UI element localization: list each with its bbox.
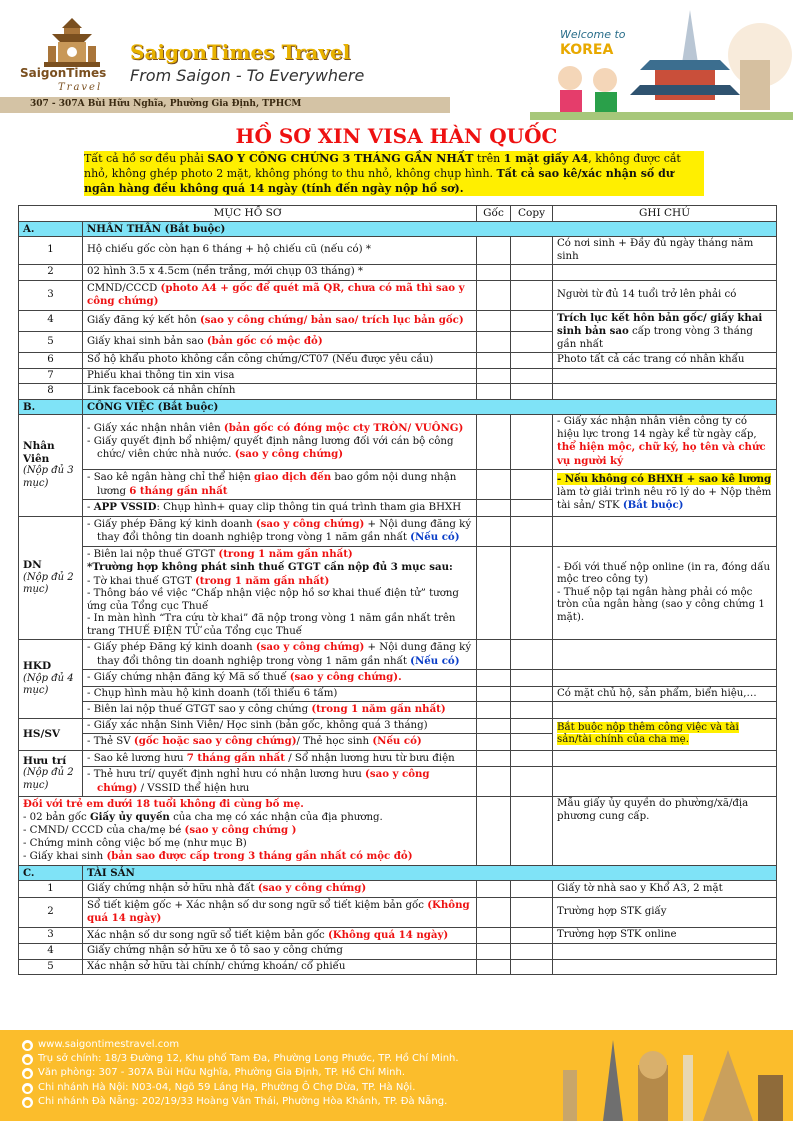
table-row — [19, 368, 777, 384]
table-cell: 4 — [19, 310, 83, 331]
table-row — [19, 959, 777, 975]
table-cell: B. — [19, 399, 83, 415]
table-row — [19, 353, 777, 369]
section-c-header — [19, 865, 777, 881]
table-cell: CMND/CCCD (photo A4 + gốc để quét mã QR, chưa có mã thì sao y công chứng) — [83, 280, 477, 310]
footer-hanoi: ● Chi nhánh Hà Nội: N03-04, Ngõ 59 Láng Hạ, Phường Ô Chợ Dừa, TP. Hà Nội. — [24, 1081, 416, 1093]
table-cell: Trường hợp STK online — [553, 927, 777, 944]
table-cell — [553, 944, 777, 960]
table-row — [19, 280, 777, 310]
col-header-note: GHI CHÚ — [553, 206, 777, 222]
group-huu-tri-row2 — [19, 767, 777, 797]
table-cell: 2 — [19, 265, 83, 281]
table-cell: 8 — [19, 384, 83, 400]
table-cell — [511, 670, 553, 687]
table-cell: Link facebook cá nhân chính — [83, 384, 477, 400]
table-cell — [477, 516, 511, 546]
table-cell — [511, 470, 553, 500]
table-cell: 02 hình 3.5 x 4.5cm (nền trắng, mới chụp 03 tháng) * — [83, 265, 477, 281]
location-icon: ● — [22, 1097, 33, 1108]
table-cell: Giấy tờ nhà sao y Khổ A3, 2 mặt — [553, 881, 777, 898]
table-cell: Có nơi sinh + Đầy đủ ngày tháng năm sinh — [553, 237, 777, 265]
table-cell: 3 — [19, 927, 83, 944]
table-cell — [477, 265, 511, 281]
table-cell — [511, 927, 553, 944]
table-cell — [511, 734, 553, 751]
table-cell: Xác nhận sở hữu tài chính/ chứng khoán/ cổ phiếu — [83, 959, 477, 975]
table-cell — [553, 702, 777, 719]
table-cell — [511, 640, 553, 670]
table-cell — [511, 384, 553, 400]
page-header — [0, 0, 793, 120]
table-cell: Xác nhận số dư song ngữ sổ tiết kiệm bản gốc (Không quá 14 ngày) — [83, 927, 477, 944]
table-cell — [553, 670, 777, 687]
page-footer — [0, 1030, 793, 1121]
table-cell: Giấy khai sinh bản sao (bản gốc có mộc đỏ) — [83, 331, 477, 352]
group-hkd-row1 — [19, 640, 777, 670]
table-cell — [477, 797, 511, 866]
table-cell: 1 — [19, 881, 83, 898]
table-cell: 5 — [19, 331, 83, 352]
table-cell — [477, 384, 511, 400]
footer-danang: ● Chi nhánh Đà Nẵng: 202/19/33 Hoàng Văn Thái, Phường Hòa Khánh, TP. Đà Nẵng. — [24, 1095, 448, 1107]
table-cell: - Giấy xác nhận nhân viên (bản gốc có đóng mộc cty TRÒN/ VUÔNG) - Giấy quyết định bổ nhiệm/ quyết định nâng lương đối với cán bộ công chức/ viên chức nhà nước. (sao y công chứng) — [83, 415, 477, 470]
table-cell — [553, 516, 777, 546]
table-row — [19, 310, 777, 331]
table-cell — [477, 734, 511, 751]
table-cell — [477, 353, 511, 369]
banner-welcome: Welcome to — [560, 28, 626, 41]
table-cell: - Giấy phép Đăng ký kinh doanh (sao y công chứng) + Nội dung đăng ký thay đổi thông tin doanh nghiệp trong vòng 1 năm gần nhất (Nếu có) — [83, 516, 477, 546]
table-cell: Hộ chiếu gốc còn hạn 6 tháng + hộ chiếu cũ (nếu có) * — [83, 237, 477, 265]
table-cell — [477, 415, 511, 470]
table-cell — [477, 702, 511, 719]
table-cell — [477, 881, 511, 898]
table-cell: - Chụp hình màu hộ kinh doanh (tối thiểu 6 tấm) — [83, 686, 477, 702]
table-cell: TÀI SẢN — [83, 865, 777, 881]
table-cell — [553, 767, 777, 797]
table-cell: DN (Nộp đủ 2 mục) — [19, 516, 83, 640]
table-cell — [477, 750, 511, 767]
table-cell: 4 — [19, 944, 83, 960]
table-cell: Hưu trí (Nộp đủ 2 mục) — [19, 750, 83, 797]
col-header-orig: Gốc — [477, 206, 511, 222]
location-icon: ● — [22, 1068, 33, 1079]
table-cell: - APP VSSID: Chụp hình+ quay clip thông tin quá trình tham gia BHXH — [83, 500, 477, 517]
table-row — [19, 944, 777, 960]
table-cell: 1 — [19, 237, 83, 265]
table-header-row — [19, 206, 777, 222]
section-a-header — [19, 221, 777, 237]
table-cell: Trường hợp STK giấy — [553, 897, 777, 927]
logo-name: SaigonTimes — [20, 66, 107, 80]
table-cell — [553, 640, 777, 670]
table-cell: Mẫu giấy ủy quyền do phường/xã/địa phương cung cấp. — [553, 797, 777, 866]
group-huu-tri-row1 — [19, 750, 777, 767]
footer-office: ● Văn phòng: 307 - 307A Bùi Hữu Nghĩa, Phường Gia Định, TP. Hồ Chí Minh. — [24, 1067, 406, 1079]
table-cell — [477, 767, 511, 797]
table-cell — [477, 959, 511, 975]
table-cell — [477, 927, 511, 944]
logo-subtitle: Travel — [58, 82, 103, 93]
table-cell — [553, 265, 777, 281]
group-dn-row1 — [19, 516, 777, 546]
table-cell — [477, 368, 511, 384]
table-cell — [553, 384, 777, 400]
table-cell: - Biên lai nộp thuế GTGT (trong 1 năm gần nhất) *Trường hợp không phát sinh thuế GTGT cần nộp đủ 3 mục sau: - Tờ khai thuế GTGT (trong 1 năm gần nhất) - Thông báo về việc “Chấp nhận việc nộp hồ sơ khai thuế điện tử” tương ứng của Tổng cục Thuế - In màn hình “Tra cứu tờ khai” đã nộp trong vòng 1 năm gần nhất trên trang THUẾ ĐIỆN TỬ của Tổng cục Thuế — [83, 546, 477, 640]
table-cell: - Giấy phép Đăng ký kinh doanh (sao y công chứng) + Nội dung đăng ký thay đổi thông tin doanh nghiệp trong vòng 1 năm gần nhất (Nếu có) — [83, 640, 477, 670]
table-cell: - Giấy chứng nhận đăng ký Mã số thuế (sao y công chứng). — [83, 670, 477, 687]
col-header-copy: Copy — [511, 206, 553, 222]
table-cell: - Nếu không có BHXH + sao kê lương làm tờ giải trình nêu rõ lý do + Nộp thêm tài sản/ STK (Bắt buộc) — [553, 470, 777, 517]
group-hkd-row4 — [19, 702, 777, 719]
table-cell: CÔNG VIỆC (Bắt buộc) — [83, 399, 777, 415]
table-cell: A. — [19, 221, 83, 237]
table-cell — [553, 959, 777, 975]
table-cell: 3 — [19, 280, 83, 310]
table-cell — [511, 353, 553, 369]
korea-banner-illustration — [530, 0, 793, 120]
table-cell — [511, 797, 553, 866]
table-cell: Người từ đủ 14 tuổi trở lên phải có — [553, 280, 777, 310]
group-nhan-vien-row1 — [19, 415, 777, 470]
intro-paragraph: Tất cả hồ sơ đều phải SAO Y CÔNG CHỨNG 3 THÁNG GẦN NHẤT trên 1 mặt giấy A4, không được cắt nhỏ, không ghép photo 2 mặt, không phóng to thu nhỏ, không chụp hình. Tất cả sao kê/xác nhận số dư ngân hàng đều không quá 14 ngày (tính đến ngày nộp hồ sơ). — [84, 151, 704, 196]
brand-slogan: From Saigon - To Everywhere — [130, 66, 365, 85]
table-cell: Sổ hộ khẩu photo không cần công chứng/CT07 (Nếu được yêu cầu) — [83, 353, 477, 369]
group-tre-em-row — [19, 797, 777, 866]
footer-website[interactable]: ● www.saigontimestravel.com — [24, 1039, 180, 1050]
banner-country: KOREA — [560, 42, 614, 58]
table-cell: - Đối với thuế nộp online (in ra, đóng dấu mộc treo công ty) - Thuế nộp tại ngân hàng phải có mộc tròn của ngân hàng (sao y công chứng 1 mặt). — [553, 546, 777, 640]
table-cell — [477, 897, 511, 927]
table-cell: Đối với trẻ em dưới 18 tuổi không đi cùng bố mẹ. - 02 bản gốc Giấy ủy quyền của cha mẹ có xác nhận của địa phương. - CMND/ CCCD của cha/mẹ bé (sao y công chứng ) - Chứng minh công việc bố mẹ (như mục B) - Giấy khai sinh (bản sao được cấp trong 3 tháng gần nhất có mộc đỏ) — [19, 797, 477, 866]
table-cell — [511, 750, 553, 767]
location-icon: ● — [22, 1054, 33, 1065]
table-row — [19, 897, 777, 927]
table-cell — [511, 368, 553, 384]
table-cell — [477, 280, 511, 310]
table-cell: HS/SV — [19, 718, 83, 750]
table-cell — [477, 718, 511, 734]
table-cell: 2 — [19, 897, 83, 927]
table-cell — [477, 944, 511, 960]
table-cell — [511, 415, 553, 470]
table-cell — [511, 897, 553, 927]
table-cell: 6 — [19, 353, 83, 369]
table-cell — [477, 640, 511, 670]
table-cell: Giấy chứng nhận sở hữu nhà đất (sao y công chứng) — [83, 881, 477, 898]
table-cell: - Thẻ SV (gốc hoặc sao y công chứng)/ Thẻ học sinh (Nếu có) — [83, 734, 477, 751]
table-cell — [477, 670, 511, 687]
col-header-item: MỤC HỒ SƠ — [19, 206, 477, 222]
table-cell — [477, 310, 511, 331]
table-row — [19, 927, 777, 944]
table-row — [19, 384, 777, 400]
table-cell: - Giấy xác nhận Sinh Viên/ Học sinh (bản gốc, không quá 3 tháng) — [83, 718, 477, 734]
table-cell — [511, 280, 553, 310]
table-cell: HKD (Nộp đủ 4 mục) — [19, 640, 83, 719]
table-cell: Bắt buộc nộp thêm công việc và tài sản/tài chính của cha mẹ. — [553, 718, 777, 750]
table-row — [19, 265, 777, 281]
brand-name: SaigonTimes Travel — [130, 40, 351, 64]
requirements-table — [18, 205, 777, 975]
table-row — [19, 237, 777, 265]
table-cell: Có mặt chủ hộ, sản phẩm, biển hiệu,… — [553, 686, 777, 702]
header-address: 307 - 307A Bùi Hữu Nghĩa, Phường Gia Định, TPHCM — [0, 97, 450, 113]
table-cell — [511, 686, 553, 702]
table-cell — [477, 470, 511, 500]
table-cell — [477, 331, 511, 352]
group-hssv-row1 — [19, 718, 777, 734]
group-hkd-row3 — [19, 686, 777, 702]
group-dn-row2 — [19, 546, 777, 640]
table-cell — [553, 368, 777, 384]
table-cell — [511, 310, 553, 331]
table-cell — [511, 500, 553, 517]
group-hkd-row2 — [19, 670, 777, 687]
globe-icon: ● — [22, 1040, 33, 1051]
table-cell — [477, 237, 511, 265]
table-cell — [511, 265, 553, 281]
table-cell — [511, 546, 553, 640]
table-cell — [511, 944, 553, 960]
table-cell: C. — [19, 865, 83, 881]
table-cell: NHÂN THÂN (Bắt buộc) — [83, 221, 777, 237]
landmarks-illustration — [543, 1030, 793, 1121]
table-cell: Photo tất cả các trang có nhân khẩu — [553, 353, 777, 369]
location-icon: ● — [22, 1083, 33, 1094]
table-cell — [553, 750, 777, 767]
group-nhan-vien-row2 — [19, 470, 777, 500]
table-cell — [511, 959, 553, 975]
table-cell: Nhân Viên (Nộp đủ 3 mục) — [19, 415, 83, 517]
table-cell — [477, 546, 511, 640]
table-cell — [477, 686, 511, 702]
table-cell — [511, 718, 553, 734]
table-cell — [511, 331, 553, 352]
footer-hq: ● Trụ sở chính: 18/3 Đường 12, Khu phố Tam Đa, Phường Long Phước, TP. Hồ Chí Minh. — [24, 1053, 459, 1065]
table-cell: Trích lục kết hôn bản gốc/ giấy khai sinh bản sao cấp trong vòng 3 tháng gần nhất — [553, 310, 777, 353]
section-b-header — [19, 399, 777, 415]
table-cell — [511, 516, 553, 546]
page-title: HỒ SƠ XIN VISA HÀN QUỐC — [235, 124, 558, 148]
table-cell — [511, 702, 553, 719]
table-cell: Phiếu khai thông tin xin visa — [83, 368, 477, 384]
table-cell: - Biên lai nộp thuế GTGT sao y công chứng (trong 1 năm gần nhất) — [83, 702, 477, 719]
table-row — [19, 881, 777, 898]
table-cell — [511, 767, 553, 797]
table-cell: - Sao kê lương hưu 7 tháng gần nhất / Sổ nhận lương hưu từ bưu điện — [83, 750, 477, 767]
table-cell: Giấy chứng nhận sở hữu xe ô tô sao y công chứng — [83, 944, 477, 960]
table-cell — [511, 237, 553, 265]
table-cell: 5 — [19, 959, 83, 975]
table-cell: 7 — [19, 368, 83, 384]
table-cell — [477, 500, 511, 517]
table-cell: Sổ tiết kiệm gốc + Xác nhận số dư song ngữ sổ tiết kiệm bản gốc (Không quá 14 ngày) — [83, 897, 477, 927]
table-cell: - Sao kê ngân hàng chỉ thể hiện giao dịch đến bao gồm nội dung nhận lương 6 tháng gần nhất — [83, 470, 477, 500]
table-cell — [511, 881, 553, 898]
table-cell: - Thẻ hưu trí/ quyết định nghỉ hưu có nhận lương hưu (sao y công chứng) / VSSID thể hiện hưu — [83, 767, 477, 797]
table-cell: Giấy đăng ký kết hôn (sao y công chứng/ bản sao/ trích lục bản gốc) — [83, 310, 477, 331]
table-cell: - Giấy xác nhận nhân viên công ty có hiệu lực trong 14 ngày kể từ ngày cấp, thể hiện mộc, chữ ký, họ tên và chức vụ người ký — [553, 415, 777, 470]
